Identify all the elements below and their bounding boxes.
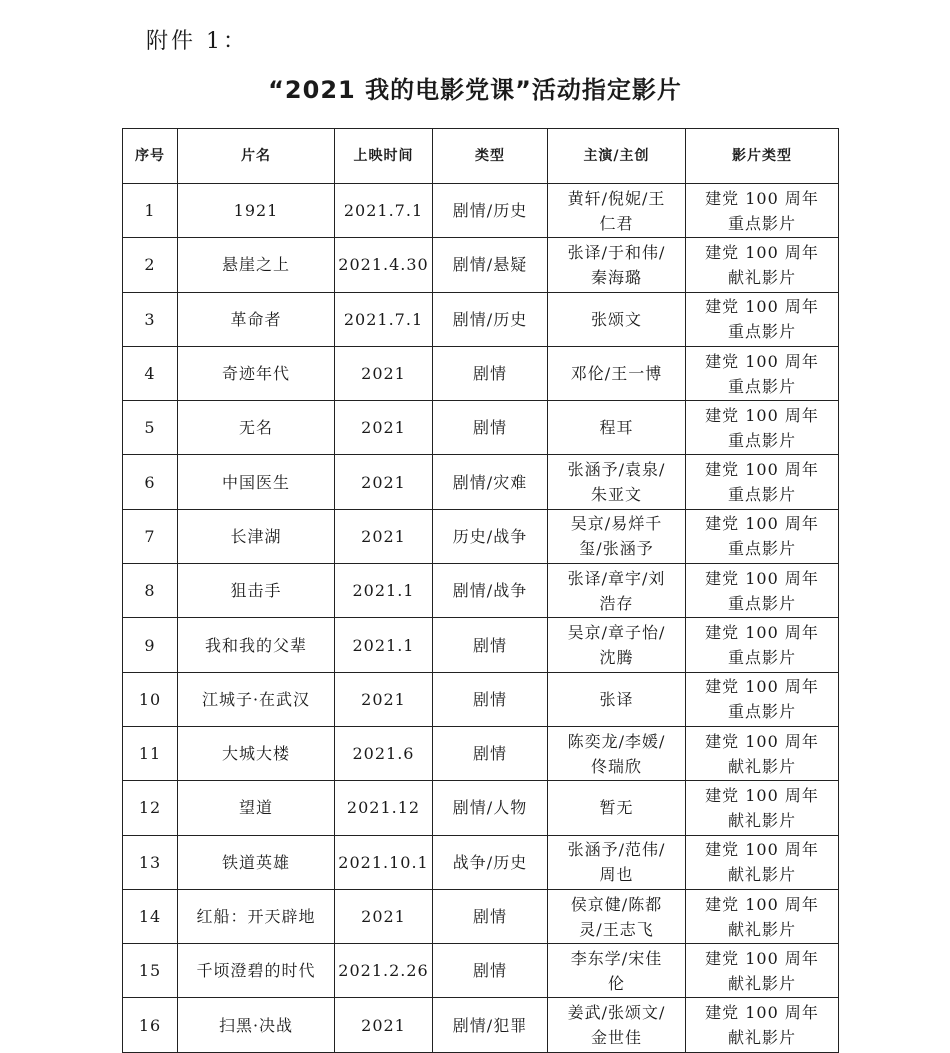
cell-film-name-text: 红船：开天辟地	[196, 907, 316, 926]
cell-film-name-text: 扫黑·决战	[218, 1015, 294, 1035]
cell-genre	[433, 998, 548, 1052]
cell-index	[123, 564, 178, 618]
cell-index	[123, 944, 178, 998]
header-cast: 主演/主创	[548, 129, 686, 184]
cell-index	[123, 781, 178, 835]
cell-release-date	[335, 726, 433, 780]
cell-film-name	[178, 346, 335, 400]
cell-cast	[548, 726, 686, 780]
cell-release-date-text: 2021	[361, 526, 406, 546]
cell-index	[123, 998, 178, 1052]
cell-cast	[548, 618, 686, 672]
cell-genre	[433, 889, 548, 943]
cell-release-date-text: 2021	[361, 418, 406, 438]
cell-cast	[548, 401, 686, 455]
cell-index-text: 6	[144, 472, 156, 492]
document-title: “2021 我的电影党课”活动指定影片	[268, 76, 682, 104]
table-row	[123, 835, 839, 889]
cell-film-name	[178, 835, 335, 889]
cell-genre	[433, 401, 548, 455]
cell-film-name-text: 狙击手	[230, 581, 282, 601]
table-row	[123, 944, 839, 998]
cell-release-date-text: 2021.1	[352, 581, 415, 601]
table-row	[123, 184, 839, 238]
cell-film-category	[686, 401, 839, 455]
cell-film-category	[686, 184, 839, 238]
film-table	[122, 128, 839, 1053]
cell-film-category-text: 建党 100 周年献礼影片	[705, 1003, 819, 1048]
cell-cast-text: 张译/于和伟/秦海璐	[567, 242, 666, 287]
cell-genre-text: 剧情	[472, 418, 507, 438]
cell-film-category	[686, 455, 839, 509]
table-row	[123, 618, 839, 672]
cell-film-category	[686, 781, 839, 835]
cell-genre	[433, 509, 548, 563]
cell-release-date	[335, 835, 433, 889]
cell-film-name	[178, 998, 335, 1052]
cell-film-category	[686, 238, 839, 292]
cell-cast-text: 张涵予/袁泉/朱亚文	[567, 460, 666, 505]
header-genre: 类型	[433, 129, 548, 184]
cell-film-category	[686, 944, 839, 998]
cell-index	[123, 292, 178, 346]
cell-film-name-text: 奇迹年代	[221, 364, 290, 384]
cell-index	[123, 672, 178, 726]
cell-release-date-text: 2021.2.26	[338, 961, 429, 981]
cell-film-name	[178, 564, 335, 618]
table-body	[123, 184, 839, 1053]
cell-cast	[548, 509, 686, 563]
cell-release-date-text: 2021.1	[352, 635, 415, 655]
cell-cast	[548, 455, 686, 509]
cell-film-name	[178, 781, 335, 835]
cell-film-category	[686, 509, 839, 563]
cell-release-date-text: 2021	[361, 472, 406, 492]
cell-cast-text: 张涵予/范伟/ 周也	[567, 840, 666, 885]
cell-release-date-text: 2021.10.1	[338, 852, 429, 872]
cell-cast-text: 邓伦/王一博	[570, 364, 663, 384]
cell-cast	[548, 781, 686, 835]
cell-release-date	[335, 401, 433, 455]
cell-release-date-text: 2021.4.30	[338, 255, 429, 275]
cell-film-name-text: 大城大楼	[221, 744, 290, 764]
cell-film-name-text: 千顷澄碧的时代	[196, 961, 316, 981]
cell-release-date	[335, 618, 433, 672]
cell-film-name	[178, 455, 335, 509]
cell-film-category-text: 建党 100 周年重点影片	[705, 405, 819, 450]
cell-index-text: 13	[138, 852, 162, 872]
cell-film-name	[178, 184, 335, 238]
cell-release-date	[335, 944, 433, 998]
cell-cast-text: 程耳	[599, 418, 634, 438]
cell-release-date-text: 2021	[361, 364, 406, 384]
cell-film-name-text: 1921	[233, 201, 279, 221]
cell-genre-text: 剧情	[472, 961, 507, 981]
cell-cast-text: 姜武/张颂文/金世佳	[567, 1003, 666, 1048]
cell-cast-text: 陈奕龙/李媛/佟瑞欣	[567, 731, 666, 776]
cell-film-name	[178, 618, 335, 672]
cell-cast-text: 张颂文	[590, 309, 642, 329]
cell-film-name	[178, 944, 335, 998]
cell-film-category	[686, 346, 839, 400]
cell-film-name	[178, 672, 335, 726]
cell-release-date	[335, 998, 433, 1052]
cell-film-category	[686, 292, 839, 346]
cell-index-text: 3	[144, 309, 156, 329]
header-release-date: 上映时间	[335, 129, 433, 184]
cell-release-date	[335, 509, 433, 563]
cell-genre-text: 历史/战争	[452, 526, 528, 546]
cell-film-name-text: 悬崖之上	[221, 255, 290, 275]
cell-film-category-text: 建党 100 周年重点影片	[705, 351, 819, 396]
table-row	[123, 401, 839, 455]
cell-index	[123, 238, 178, 292]
cell-release-date	[335, 184, 433, 238]
cell-film-name-text: 铁道英雄	[221, 852, 290, 872]
cell-index-text: 12	[138, 798, 162, 818]
cell-film-name-text: 无名	[238, 418, 273, 438]
cell-film-category	[686, 564, 839, 618]
cell-film-name-text: 江城子·在武汉	[201, 689, 311, 709]
cell-cast	[548, 944, 686, 998]
cell-film-name-text: 中国医生	[221, 472, 290, 492]
cell-release-date-text: 2021	[361, 1015, 406, 1035]
table-row	[123, 509, 839, 563]
table-header-row	[123, 129, 839, 184]
cell-release-date	[335, 889, 433, 943]
cell-release-date	[335, 672, 433, 726]
cell-genre	[433, 618, 548, 672]
cell-release-date-text: 2021.7.1	[343, 201, 424, 221]
cell-cast-text: 张译	[599, 689, 634, 709]
cell-release-date	[335, 292, 433, 346]
cell-release-date-text: 2021	[361, 689, 406, 709]
cell-film-name	[178, 726, 335, 780]
cell-index	[123, 889, 178, 943]
table-row	[123, 781, 839, 835]
cell-index	[123, 401, 178, 455]
cell-film-category-text: 建党 100 周年重点影片	[705, 677, 819, 722]
cell-film-category	[686, 998, 839, 1052]
header-film-name: 片名	[178, 129, 335, 184]
cell-genre-text: 剧情	[472, 364, 507, 384]
cell-genre	[433, 781, 548, 835]
table-row	[123, 672, 839, 726]
cell-release-date	[335, 781, 433, 835]
cell-film-name-text: 我和我的父辈	[204, 635, 307, 655]
cell-film-category-text: 建党 100 周年重点影片	[705, 623, 819, 668]
cell-film-category	[686, 618, 839, 672]
cell-cast	[548, 346, 686, 400]
cell-genre	[433, 184, 548, 238]
cell-genre-text: 剧情	[472, 907, 507, 926]
cell-genre	[433, 292, 548, 346]
cell-cast-text: 暂无	[599, 798, 634, 818]
cell-film-category-text: 建党 100 周年献礼影片	[705, 894, 819, 939]
cell-cast	[548, 835, 686, 889]
cell-genre	[433, 726, 548, 780]
cell-index	[123, 835, 178, 889]
cell-index-text: 1	[144, 201, 156, 221]
cell-film-name	[178, 889, 335, 943]
cell-film-category-text: 建党 100 周年献礼影片	[705, 840, 819, 885]
cell-index	[123, 346, 178, 400]
cell-release-date	[335, 238, 433, 292]
cell-cast	[548, 184, 686, 238]
cell-cast	[548, 998, 686, 1052]
cell-film-name	[178, 401, 335, 455]
cell-release-date-text: 2021.12	[346, 798, 421, 818]
cell-index-text: 7	[144, 526, 156, 546]
cell-release-date	[335, 564, 433, 618]
table-row	[123, 455, 839, 509]
cell-genre-text: 战争/历史	[452, 852, 528, 872]
cell-genre	[433, 346, 548, 400]
cell-index-text: 14	[138, 907, 162, 926]
cell-film-category-text: 建党 100 周年献礼影片	[705, 242, 819, 287]
cell-film-name-text: 长津湖	[230, 526, 282, 546]
attachment-label: 附件 1：	[146, 29, 248, 54]
cell-release-date	[335, 346, 433, 400]
cell-genre	[433, 672, 548, 726]
cell-cast	[548, 292, 686, 346]
cell-cast-text: 黄轩/倪妮/王仁君	[567, 188, 666, 233]
cell-film-category-text: 建党 100 周年献礼影片	[705, 731, 819, 776]
cell-genre	[433, 835, 548, 889]
cell-cast	[548, 672, 686, 726]
cell-index-text: 8	[144, 581, 156, 601]
cell-film-category-text: 建党 100 周年重点影片	[705, 188, 819, 233]
cell-film-category-text: 建党 100 周年重点影片	[705, 514, 819, 559]
cell-film-name	[178, 238, 335, 292]
cell-film-category-text: 建党 100 周年重点影片	[705, 568, 819, 613]
cell-index	[123, 184, 178, 238]
cell-genre-text: 剧情/悬疑	[452, 255, 528, 275]
cell-film-category-text: 建党 100 周年重点影片	[705, 460, 819, 505]
cell-film-category-text: 建党 100 周年献礼影片	[705, 948, 819, 993]
cell-genre	[433, 564, 548, 618]
table-row	[123, 346, 839, 400]
cell-film-category	[686, 726, 839, 780]
cell-genre-text: 剧情/犯罪	[452, 1015, 528, 1035]
cell-cast-text: 张译/章宇/刘浩存	[567, 568, 666, 613]
cell-cast	[548, 238, 686, 292]
cell-index	[123, 726, 178, 780]
cell-genre-text: 剧情/人物	[452, 798, 528, 818]
cell-index	[123, 509, 178, 563]
cell-index-text: 9	[144, 635, 156, 655]
cell-film-name	[178, 509, 335, 563]
table-row	[123, 292, 839, 346]
cell-cast-text: 吴京/易烊千玺/张涵予	[570, 514, 663, 559]
cell-index-text: 11	[138, 744, 162, 764]
header-index: 序号	[123, 129, 178, 184]
cell-film-name	[178, 292, 335, 346]
cell-genre-text: 剧情/历史	[452, 309, 528, 329]
cell-genre	[433, 238, 548, 292]
header-film-category: 影片类型	[686, 129, 839, 184]
cell-release-date-text: 2021.7.1	[343, 309, 424, 329]
cell-index-text: 2	[144, 255, 156, 275]
cell-genre-text: 剧情	[472, 689, 507, 709]
cell-index-text: 16	[138, 1015, 162, 1035]
cell-cast-text: 李东学/宋佳伦	[570, 948, 663, 993]
cell-genre-text: 剧情/历史	[452, 201, 528, 221]
cell-film-category	[686, 889, 839, 943]
table-row	[123, 998, 839, 1052]
cell-genre	[433, 944, 548, 998]
cell-film-name-text: 革命者	[230, 309, 282, 329]
table-row	[123, 726, 839, 780]
cell-cast-text: 侯京健/陈都灵/王志飞	[570, 894, 663, 939]
cell-index-text: 5	[144, 418, 156, 438]
cell-genre-text: 剧情	[472, 744, 507, 764]
cell-genre-text: 剧情/灾难	[452, 472, 528, 492]
cell-release-date	[335, 455, 433, 509]
cell-genre-text: 剧情	[472, 635, 507, 655]
cell-index	[123, 618, 178, 672]
cell-film-category-text: 建党 100 周年重点影片	[705, 297, 819, 342]
cell-genre	[433, 455, 548, 509]
cell-release-date-text: 2021	[361, 907, 406, 926]
cell-cast-text: 吴京/章子怡/沈腾	[567, 623, 666, 668]
table-row	[123, 564, 839, 618]
cell-film-category	[686, 672, 839, 726]
cell-film-category	[686, 835, 839, 889]
cell-genre-text: 剧情/战争	[452, 581, 528, 601]
table-row	[123, 238, 839, 292]
cell-index	[123, 455, 178, 509]
cell-cast	[548, 564, 686, 618]
cell-release-date-text: 2021.6	[352, 744, 415, 764]
cell-cast	[548, 889, 686, 943]
cell-index-text: 15	[138, 961, 162, 981]
cell-film-category-text: 建党 100 周年献礼影片	[705, 785, 819, 830]
cell-index-text: 10	[138, 689, 162, 709]
cell-film-name-text: 望道	[238, 798, 273, 818]
cell-index-text: 4	[144, 364, 156, 384]
table-row	[123, 889, 839, 943]
